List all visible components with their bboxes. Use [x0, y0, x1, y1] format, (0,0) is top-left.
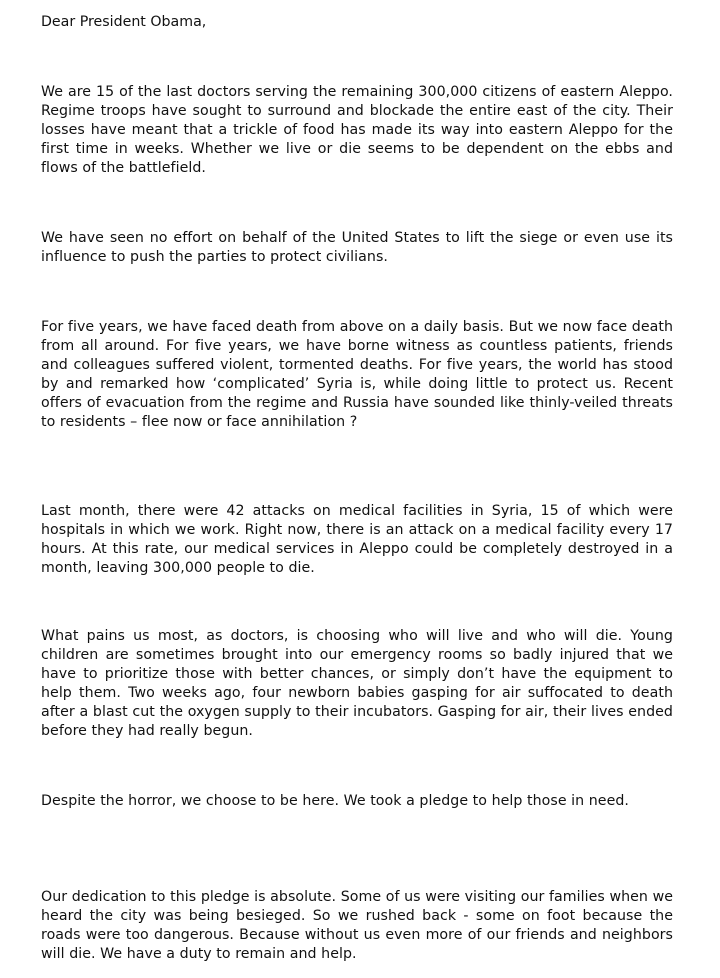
paragraph-doctors-intro: We are 15 of the last doctors serving the remaining 300,000 citizens of eastern Aleppo. Regime troops have sought to surround and blockade the entire east of the city. Their losses have meant that a trickle of food has made its way into eastern Aleppo for the first time in weeks. Whether we live or die seems to be dependent on the ebbs and flows of the battlefield. [41, 84, 673, 176]
paragraph-five-years: For five years, we have faced death from above on a daily basis. But we now face death from all around. For five years, we have borne witness as countless patients, friends and colleagues suffered violent, tormented deaths. For five years, the world has stood by and remarked how ‘complicated’ Syria is, while doing little to protect us. Recent offers of evacuation from the regime and Russia have sounded like thinly-veiled threats to residents – flee now or face annihilation ? [41, 319, 673, 430]
paragraph-no-effort: We have seen no effort on behalf of the United States to lift the siege or even use its influence to push the parties to protect civilians. [41, 230, 673, 265]
paragraph-dedication: Our dedication to this pledge is absolute. Some of us were visiting our families when we heard the city was being besieged. So we rushed back - some on foot because the roads were too dangerous. Because without us even more of our friends and neighbors will die. We have a duty to remain and help. [41, 889, 673, 962]
paragraph-attacks: Last month, there were 42 attacks on medical facilities in Syria, 15 of which were hospitals in which we work. Right now, there is an attack on a medical facility every 17 hours. At this rate, our medical services in Aleppo could be completely destroyed in a month, leaving 300,000 people to die. [41, 503, 673, 576]
paragraph-despite-horror: Despite the horror, we choose to be here. We took a pledge to help those in need. [41, 793, 629, 809]
paragraph-what-pains-us: What pains us most, as doctors, is choosing who will live and who will die. Young children are sometimes brought into our emergency rooms so badly injured that we have to prioritize those with better chances, or simply don’t have the equipment to help them. Two weeks ago, four newborn babies gasping for air suffocated to death after a blast cut the oxygen supply to their incubators. Gasping for air, their lives ended before they had really begun. [41, 628, 673, 739]
salutation: Dear President Obama, [41, 14, 207, 30]
